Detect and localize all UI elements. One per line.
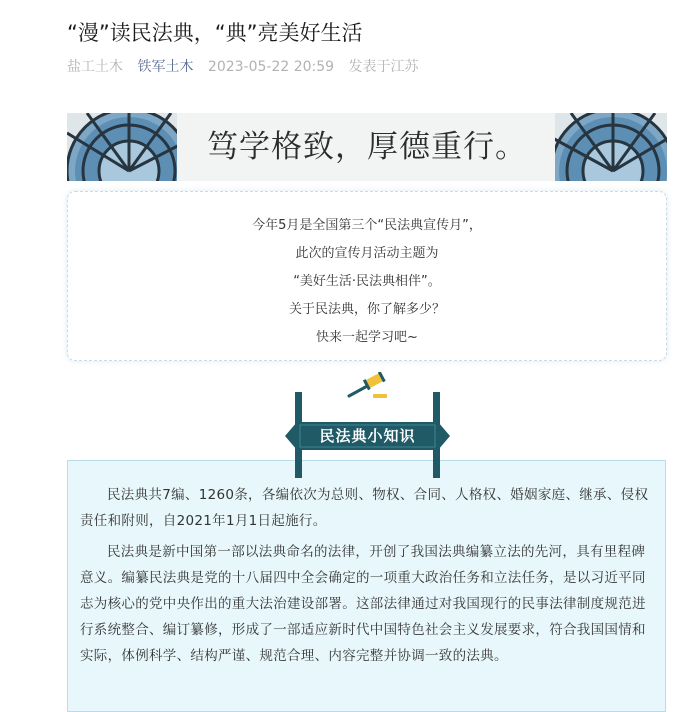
motto-text: 笃学格致，厚德重行。 — [207, 129, 527, 165]
account-link[interactable]: 铁军土木 — [137, 59, 194, 75]
intro-line: 此次的宣传月活动主题为 — [295, 246, 439, 261]
intro-line: 关于民法典，你了解多少？ — [288, 302, 445, 317]
intro-line: 今年5月是全国第三个“民法典宣传月”， — [252, 218, 482, 233]
glass-dome-right-decoration — [537, 113, 667, 181]
article-title: “漫”读民法典，“典”亮美好生活 — [67, 21, 363, 45]
intro-card — [67, 191, 667, 361]
article-meta — [67, 57, 429, 77]
publish-datetime: 2023-05-22 20:59 — [207, 59, 335, 75]
intro-line: 快来一起学习吧~ — [316, 330, 418, 345]
intro-line: “美好生活·民法典相伴”。 — [293, 274, 441, 289]
motto-banner — [67, 113, 667, 181]
section-header-title: 民法典小知识 — [319, 427, 416, 445]
publish-location: 发表于江苏 — [348, 59, 419, 75]
content-paragraph: 民法典共7编、1260条，各编依次为总则、物权、合同、人格权、婚姻家庭、继承、侵权责任和附则，自2021年1月1日起施行。 — [80, 487, 649, 529]
content-paragraph: 民法典是新中国第一部以法典命名的法律，开创了我国法典编纂立法的先河，具有里程碑意义。编纂民法典是党的十八届四中全会确定的一项重大政治任务和立法任务，是以习近平同志为核心的党中央作出的重大法治建设部署。这部法律通过对我国现行的民事法律制度规范进行系统整合、编订纂修，形成了一部适应新时代中国特色社会主义发展要求，符合我国国情和实际，体例科学、结构严谨、规范合理、内容完整并协调一致的法典。 — [80, 544, 646, 664]
source-label: 盐工土木 — [67, 59, 123, 75]
